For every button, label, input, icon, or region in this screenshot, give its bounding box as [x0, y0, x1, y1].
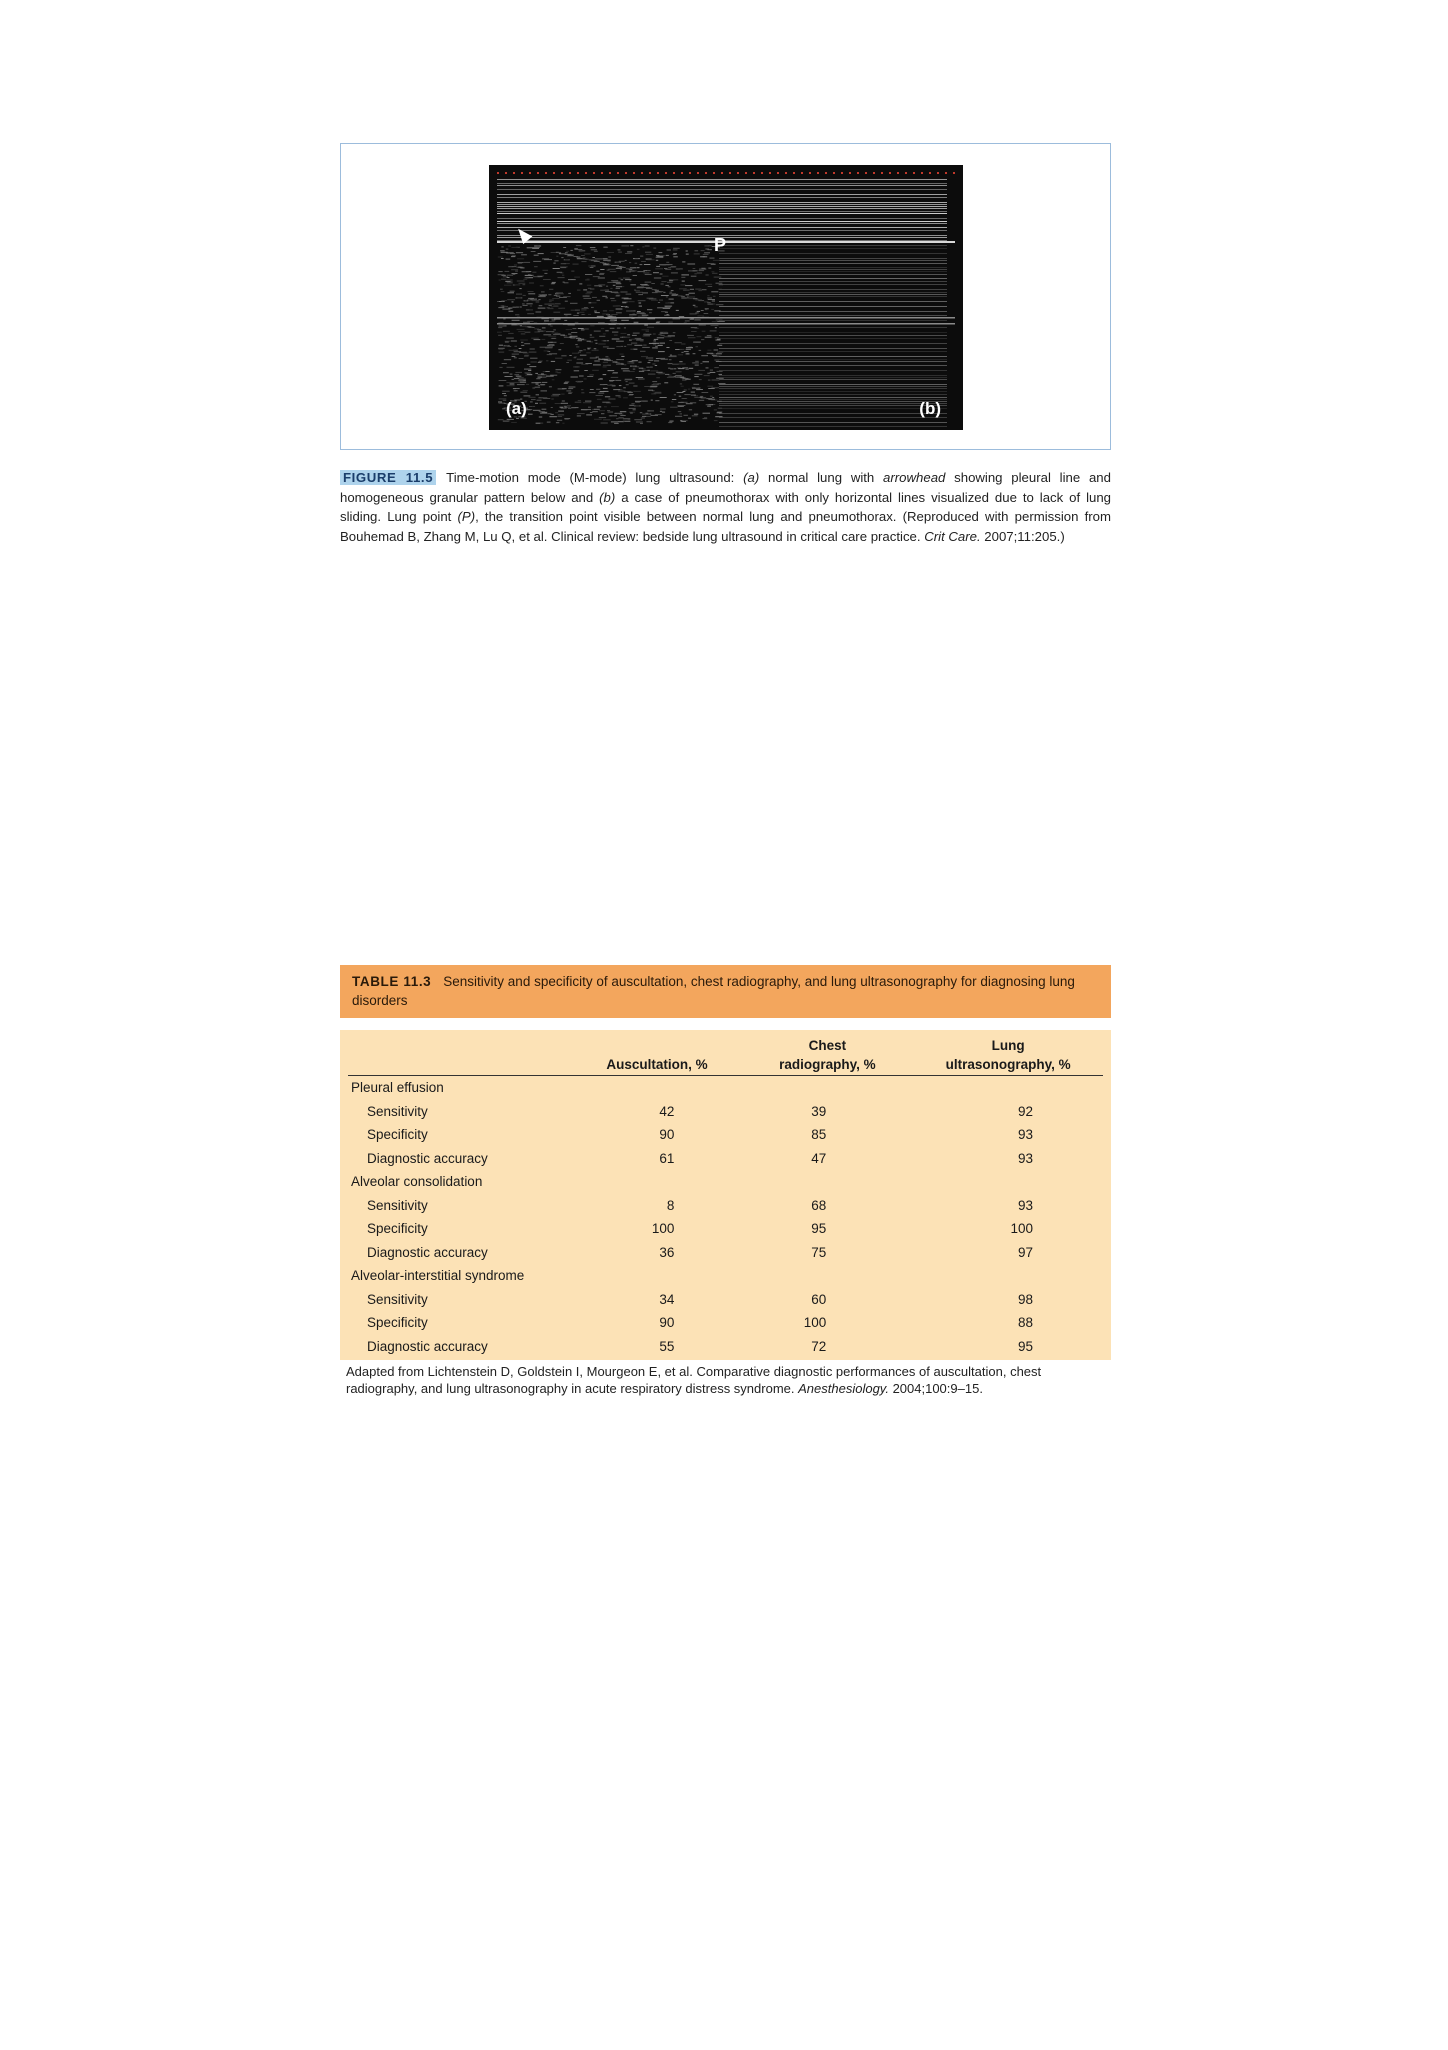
table-row	[348, 1147, 1103, 1171]
caption-text: a case of pneumothorax with only horizontal lines visualized due to lack of lung sliding. Lung point	[340, 489, 1112, 524]
caption-text: normal lung with	[759, 470, 884, 485]
panel-b-label: (b)	[919, 399, 941, 418]
radiography-value: 100	[803, 1315, 827, 1330]
table-row	[348, 1241, 1103, 1265]
group-label: Alveolar consolidation	[351, 1174, 483, 1189]
table-row	[348, 1194, 1103, 1218]
header-lung-ultrasonography	[913, 1030, 1103, 1076]
header-auscultation-label: Auscultation, %	[606, 1057, 708, 1072]
auscultation-value: 55	[659, 1338, 675, 1354]
caption-text: Time-motion mode (M-mode) lung ultrasound:	[446, 470, 744, 485]
radiography-value: 72	[811, 1338, 827, 1354]
radiography-value: 47	[811, 1150, 827, 1166]
data-table	[348, 1030, 1103, 1358]
table-number-tag: TABLE 11.3	[352, 974, 432, 989]
metric-label: Diagnostic accuracy	[367, 1244, 488, 1260]
table-block	[340, 965, 1111, 1397]
ultrasonography-value: 100	[1010, 1221, 1033, 1236]
header-chest-radiography	[741, 1030, 913, 1076]
metric-label: Specificity	[367, 1221, 428, 1236]
table-title: Sensitivity and specificity of auscultation, chest radiography, and lung ultrasonography for diagnosing lung disorders	[352, 974, 1075, 1008]
header-empty	[348, 1030, 573, 1076]
ultrasonography-value: 95	[1017, 1338, 1033, 1354]
radiography-value: 60	[811, 1291, 827, 1307]
caption-italic: (P)	[457, 509, 476, 524]
ultrasonography-value: 88	[1017, 1315, 1033, 1330]
caption-italic: Crit Care.	[924, 528, 981, 544]
auscultation-value: 90	[659, 1127, 675, 1142]
header-lung-label-1: Lung	[991, 1038, 1025, 1053]
metric-label: Sensitivity	[367, 1197, 428, 1213]
radiography-value: 95	[811, 1221, 827, 1236]
caption-text: , the transition point visible between normal lung and pneumothorax. (Reproduced with permission from Bouhemad B, Zhang M, Lu Q, et al. Clinical review: bedside lung ultrasound in critical care practice.	[340, 509, 1111, 544]
table-rows	[348, 1076, 1103, 1359]
metric-label: Sensitivity	[367, 1291, 428, 1307]
ultrasound-mmode-graphic	[489, 165, 963, 430]
metric-label: Diagnostic accuracy	[367, 1338, 488, 1354]
caption-italic: (b)	[599, 489, 616, 505]
auscultation-value: 61	[659, 1150, 675, 1166]
table-title-bar	[340, 965, 1111, 1018]
table-group-row	[348, 1264, 1103, 1288]
metric-label: Specificity	[367, 1315, 428, 1330]
metric-label: Sensitivity	[367, 1103, 428, 1119]
ultrasound-mmode-image	[489, 165, 963, 430]
header-chest-label-1: Chest	[808, 1038, 847, 1053]
table-body	[340, 1030, 1111, 1360]
ultrasonography-value: 93	[1017, 1150, 1033, 1166]
footnote-text: 2004;100:9–15.	[888, 1381, 983, 1396]
auscultation-value: 100	[651, 1221, 675, 1236]
table-group-row	[348, 1170, 1103, 1194]
table-row	[348, 1123, 1103, 1147]
auscultation-value: 42	[659, 1103, 675, 1119]
ultrasonography-value: 98	[1017, 1291, 1033, 1307]
table-row	[348, 1311, 1103, 1335]
figure-frame	[340, 143, 1111, 450]
metric-label: Diagnostic accuracy	[367, 1150, 488, 1166]
footnote-text: Adapted from Lichtenstein D, Goldstein I, Mourgeon E, et al. Comparative diagnostic performances of auscultation, chest radiography, and lung ultrasonography in acute respiratory distress syndrome.	[346, 1364, 1042, 1396]
table-row	[348, 1335, 1103, 1359]
caption-italic: (a)	[743, 470, 760, 485]
header-chest-label-2: radiography, %	[779, 1057, 876, 1072]
table-row	[348, 1217, 1103, 1241]
panel-a-label: (a)	[506, 399, 527, 418]
footnote-journal: Anesthesiology.	[798, 1381, 889, 1396]
table-row	[348, 1288, 1103, 1312]
auscultation-value: 34	[659, 1291, 675, 1307]
table-group-row	[348, 1076, 1103, 1100]
figure-caption	[340, 468, 1111, 546]
figure-number-tag: FIGURE 11.5	[340, 470, 436, 485]
ultrasonography-value: 93	[1017, 1197, 1033, 1213]
radiography-value: 39	[811, 1103, 827, 1119]
caption-text: showing pleural line and homogeneous granular pattern below and	[340, 470, 1111, 505]
group-label: Pleural effusion	[351, 1080, 444, 1095]
radiography-value: 85	[811, 1127, 827, 1142]
header-auscultation	[573, 1030, 742, 1076]
auscultation-value: 8	[666, 1197, 675, 1213]
metric-label: Specificity	[367, 1127, 428, 1142]
lung-point-label: P	[714, 235, 727, 255]
table-footnote	[340, 1360, 1111, 1397]
group-label: Alveolar-interstitial syndrome	[351, 1268, 525, 1283]
caption-italic: arrowhead	[883, 470, 946, 485]
ultrasonography-value: 93	[1017, 1127, 1033, 1142]
table-header-row	[348, 1030, 1103, 1076]
auscultation-value: 90	[659, 1315, 675, 1330]
ultrasonography-value: 97	[1017, 1244, 1033, 1260]
table-row	[348, 1100, 1103, 1124]
caption-text: 2007;11:205.)	[980, 528, 1065, 544]
ultrasonography-value: 92	[1017, 1103, 1033, 1119]
header-lung-label-2: ultrasonography, %	[945, 1057, 1071, 1072]
auscultation-value: 36	[659, 1244, 675, 1260]
radiography-value: 68	[811, 1197, 827, 1213]
radiography-value: 75	[811, 1244, 827, 1260]
